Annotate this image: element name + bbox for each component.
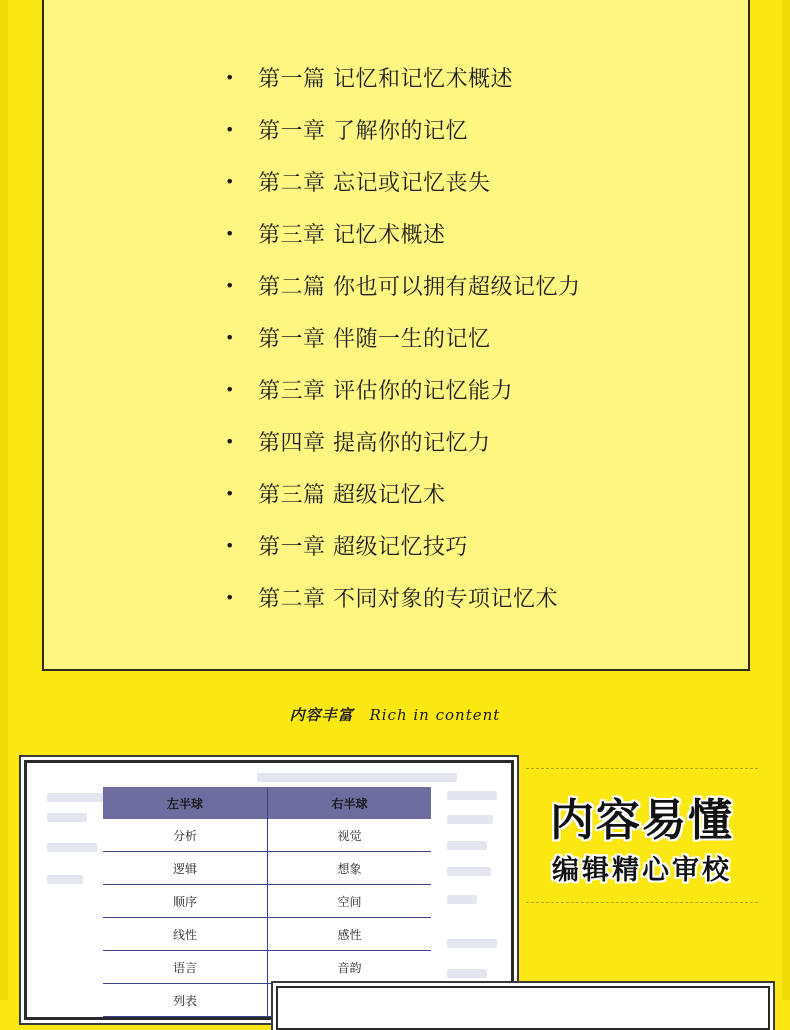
column-header-right: 右半球 [268, 787, 432, 819]
toc-item [44, 103, 748, 155]
toc-item [44, 519, 748, 571]
right-edge-strip [782, 0, 790, 1000]
toc-item-text: 第二章 忘记或记忆丧失 [258, 170, 491, 196]
feature-divider-top [526, 768, 758, 769]
toc-item-text: 第一篇 记忆和记忆术概述 [258, 66, 513, 92]
table-row [103, 885, 431, 918]
table-cell: 空间 [268, 885, 432, 918]
toc-item-text: 第三章 记忆术概述 [258, 222, 446, 248]
toc-list [44, 51, 748, 623]
table-cell: 分析 [103, 819, 268, 852]
table-cell: 想象 [268, 852, 432, 885]
table-cell: 音韵 [268, 951, 432, 984]
table-cell: 顺序 [103, 885, 268, 918]
table-cell: 语言 [103, 951, 268, 984]
bullet-icon: • [225, 275, 235, 295]
bullet-icon: • [225, 379, 235, 399]
toc-item-text: 第四章 提高你的记忆力 [258, 430, 491, 456]
bullet-icon: • [225, 535, 235, 555]
feature-title: 内容易懂 [550, 795, 734, 846]
toc-item [44, 51, 748, 103]
toc-item [44, 415, 748, 467]
toc-item [44, 571, 748, 623]
table-cell: 列表 [103, 984, 268, 1017]
table-row [103, 819, 431, 852]
toc-item [44, 207, 748, 259]
brain-hemisphere-table [103, 787, 431, 1017]
toc-item-text: 第一章 超级记忆技巧 [258, 534, 468, 560]
table-row [103, 852, 431, 885]
overlapping-photo-card [276, 986, 770, 1030]
book-page-photo [24, 760, 514, 1020]
feature-subtitle: 编辑精心审校 [552, 855, 732, 886]
table-header-row [103, 787, 431, 819]
toc-item-text: 第三章 评估你的记忆能力 [258, 378, 513, 404]
bullet-icon: • [225, 483, 235, 503]
toc-item [44, 467, 748, 519]
bullet-icon: • [225, 67, 235, 87]
bullet-icon: • [225, 119, 235, 139]
toc-item-text: 第三篇 超级记忆术 [258, 482, 446, 508]
bullet-icon: • [225, 223, 235, 243]
toc-item-text: 第一章 了解你的记忆 [258, 118, 468, 144]
tagline [0, 704, 790, 725]
bullet-icon: • [225, 587, 235, 607]
table-cell: 逻辑 [103, 852, 268, 885]
table-row [103, 951, 431, 984]
tagline-chinese: 内容丰富 [289, 706, 354, 724]
table-cell: 视觉 [268, 819, 432, 852]
column-header-left: 左半球 [103, 787, 268, 819]
toc-item [44, 155, 748, 207]
feature-divider-bottom [526, 902, 758, 903]
table-cell: 感性 [268, 918, 432, 951]
table-row [103, 918, 431, 951]
toc-item-text: 第二篇 你也可以拥有超级记忆力 [258, 274, 581, 300]
toc-item-text: 第一章 伴随一生的记忆 [258, 326, 491, 352]
tagline-english: Rich in content [369, 706, 501, 724]
toc-item [44, 311, 748, 363]
bullet-icon: • [225, 171, 235, 191]
bullet-icon: • [225, 327, 235, 347]
table-of-contents-panel [42, 0, 750, 671]
table-cell: 线性 [103, 918, 268, 951]
left-edge-strip [0, 0, 8, 1000]
toc-item-text: 第二章 不同对象的专项记忆术 [258, 586, 558, 612]
toc-item [44, 259, 748, 311]
bullet-icon: • [225, 431, 235, 451]
toc-item [44, 363, 748, 415]
